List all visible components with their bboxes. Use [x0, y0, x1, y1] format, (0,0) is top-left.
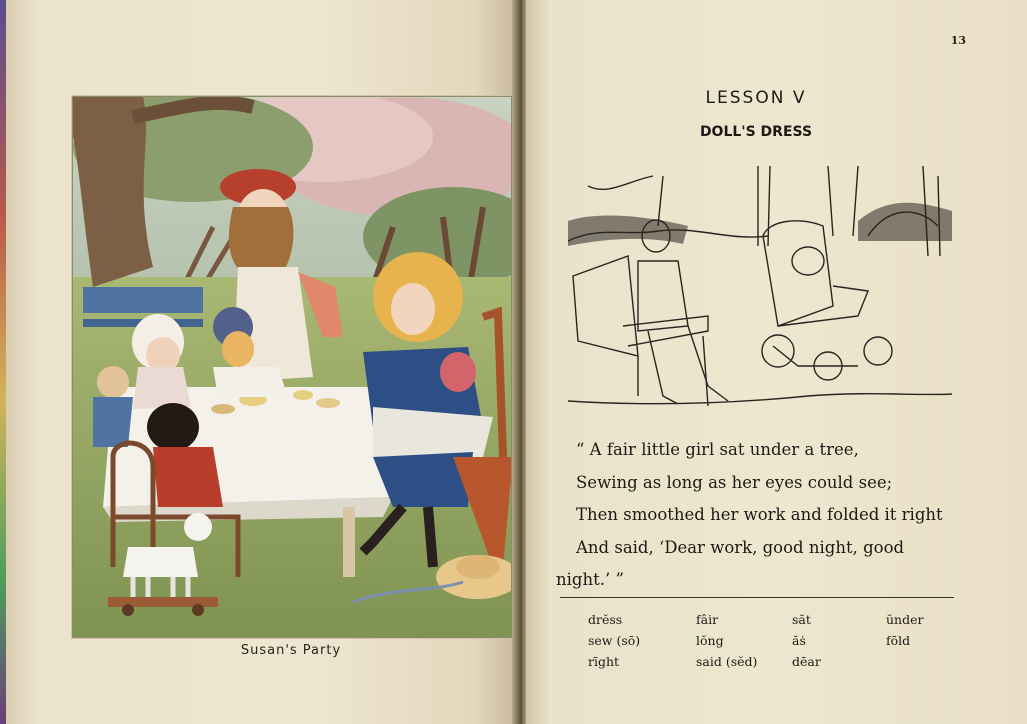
vocab-word: săt — [792, 612, 811, 627]
left-page — [6, 0, 516, 724]
poem-line: night.’ ” — [556, 570, 624, 589]
color-plate-illustration — [72, 96, 512, 638]
poem-line: Then smoothed her work and folded it right — [576, 505, 943, 524]
vocab-word: rīght — [588, 654, 620, 669]
lesson-title: LESSON V — [705, 88, 807, 108]
right-page — [526, 0, 1027, 724]
page-number: 13 — [950, 34, 966, 47]
poem-line: Sewing as long as her eyes could see; — [576, 472, 893, 492]
illustration-caption: Susan's Party — [240, 643, 342, 658]
tea-party-illustration — [73, 97, 511, 637]
vocab-word: fâir — [696, 612, 719, 627]
vocab-word: ŭnder — [886, 612, 924, 627]
vocab-word: fōld — [886, 633, 911, 648]
vocabulary-list — [588, 612, 968, 669]
vocab-word: lŏng — [696, 633, 724, 648]
vocab-word — [886, 654, 968, 669]
lesson-subtitle: DOLL'S DRESS — [699, 124, 813, 140]
poem-line: “ A fair little girl sat under a tree, — [576, 440, 859, 459]
vocab-word: dēar — [792, 654, 821, 669]
divider-rule — [560, 597, 954, 598]
vocab-word: drĕss — [588, 612, 623, 627]
vocab-word: sew (sō) — [588, 633, 641, 648]
vocab-word: said (sĕd) — [696, 654, 758, 669]
lesson-sketch-illustration — [568, 166, 952, 414]
poem-line: And said, ‘Dear work, good night, good — [576, 537, 905, 557]
vocab-word: ăṡ — [792, 633, 806, 648]
poem — [556, 434, 966, 597]
